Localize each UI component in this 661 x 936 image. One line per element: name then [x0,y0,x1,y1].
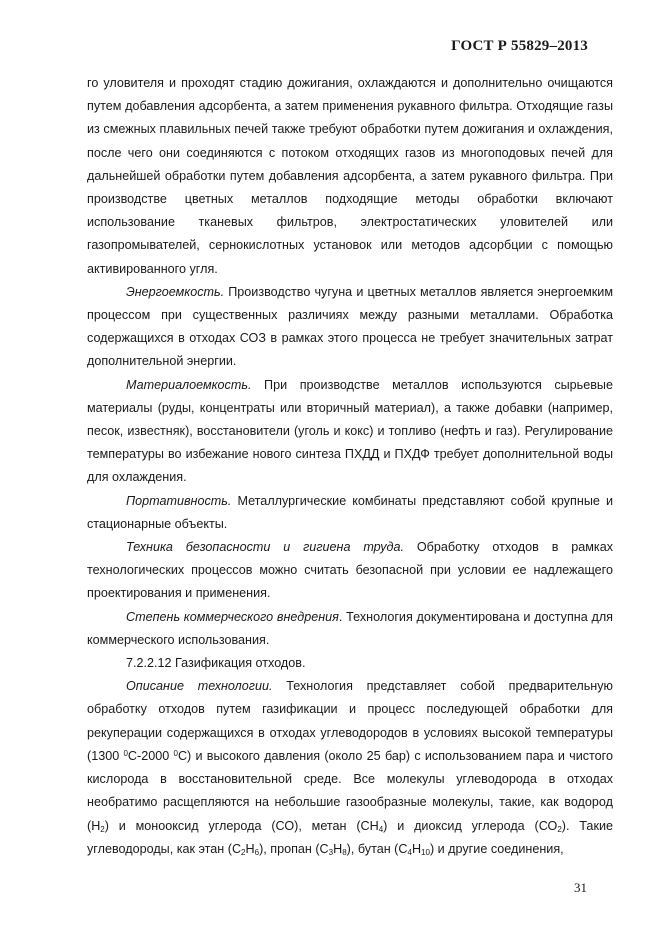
technology-description-label: Описание технологии. [126,679,273,694]
section-heading-gasification: 7.2.2.12 Газификация отходов. [126,656,306,671]
desc-text-3: С) и высокого давления (около 25 бар) с использованием пара и чистого кислорода в восстановительной среде. Все молекулы углеводорода в отходах необратимо расщепляются на небольшие газообразные молекулы, такие, как водород (Н [87,748,613,833]
desc-text-1: Технология представляет собой предварительную обработку отходов путем газификации и процесс последующей обработки для рекуперации содержащихся в отходах углеводородов в условиях высокой температуры (1300 [87,679,613,763]
safety-text: Обработку отходов в рамках технологических процессов можно считать безопасной при условии ее надлежащего проектирования и применения. [87,540,613,601]
subscript: 2 [241,847,246,857]
subscript: 6 [254,847,260,857]
subscript: 2 [557,824,562,834]
page-body [87,72,613,861]
energy-intensity-label: Энергоемкость. [126,284,225,299]
portability-text: Металлургические комбинаты представляют собой крупные и стационарные объекты. [87,493,613,531]
subscript: 3 [328,847,334,857]
desc-text-11: Н [411,841,422,856]
page-number: 31 [574,880,587,895]
safety-label: Техника безопасности и гигиена труда. [126,540,405,555]
desc-text-5: ) и диоксид углерода (СО [383,818,558,833]
subscript: 8 [342,847,347,857]
material-intensity-label: Материалоемкость. [126,377,252,392]
desc-text-4: ) и монооксид углерода (СО), метан (СН [104,818,379,833]
subscript: 10 [421,847,430,857]
paragraph-treatment-continued: го уловителя и проходят стадию дожигания, охлаждаются и дополнительно очищаются путем добавления адсорбента, а затем применения рукавного фильтра. Отходящие газы из смежных плавильных печей также требуют обработки путем дожигания и охлаждения, после чего они соединяются с потоком отходящих газов из многоподовых печей для дальнейшей обработки путем добавления адсорбента, а затем рукавного фильтра. При производстве цветных металлов подходящие методы обработки включают использование тканевых фильтров, электростатических уловителей или газопромывателей, сернокислотных установок или методов адсорбции с помощью активированного угля. [87,76,613,276]
commercial-status-text: . Технология документирована и доступна для коммерческого использования. [87,609,613,647]
paragraph-commercial-status [87,606,613,652]
degree-mark: 0 [123,748,128,758]
desc-text-10: ), бутан (С [346,841,408,856]
subscript: 2 [100,824,105,834]
degree-mark: 0 [173,748,178,758]
paragraph-technology-description [87,675,613,861]
material-intensity-text: При производстве металлов используются сырьевые материалы (руды, концентраты или вторичный материал), а также добавки (например, песок, известняк), восстановители (уголь и кокс) и топливо (нефть и газ). Регулирование температуры во избежание нового синтеза ПХДД и ПХДФ требует дополнительной воды для охлаждения. [87,377,613,485]
paragraph-energy-intensity [87,281,613,374]
desc-text-7: Н [245,841,255,856]
paragraph-safety [87,536,613,606]
document-header: ГОСТ Р 55829–2013 [451,38,588,54]
desc-text-6: ). Такие углеводороды, как этан (С [87,818,613,856]
desc-text-8: ), пропан (С [259,841,329,856]
desc-text-12: ) и другие соединения, [429,841,564,856]
portability-label: Портативность. [126,493,232,508]
paragraph-portability [87,490,613,536]
paragraph-material-intensity [87,374,613,490]
subscript: 4 [407,847,412,857]
desc-text-9: Н [333,841,343,856]
energy-intensity-text: Производство чугуна и цветных металлов является энергоемким процессом при существенных различиях между разными металлами. Обработка содержащихся в отходах СОЗ в рамках этого процесса не требует значительных затрат дополнительной энергии. [87,284,613,369]
subscript: 4 [378,824,384,834]
commercial-status-label: Степень коммерческого внедрения [126,609,339,624]
desc-text-2: С-2000 [127,748,174,763]
